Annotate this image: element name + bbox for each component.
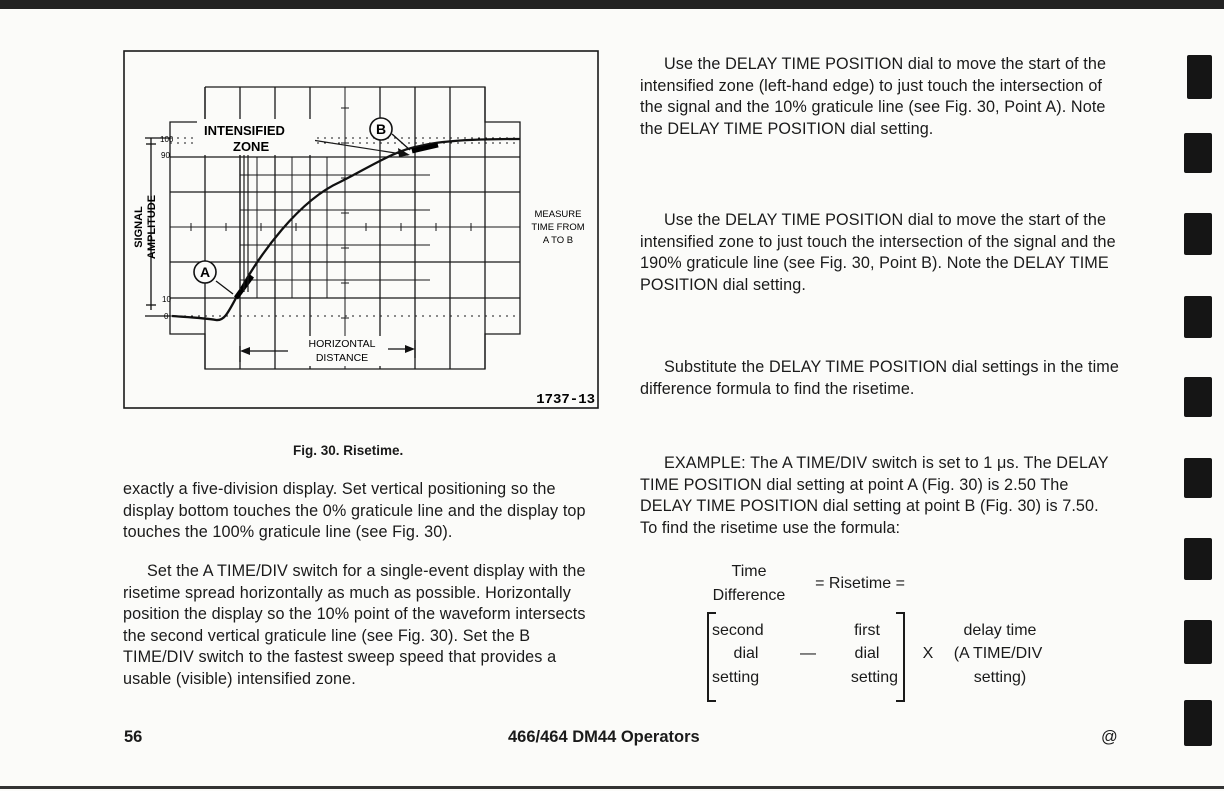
measure-label-1: MEASURE (534, 209, 582, 220)
horizontal-label-1: HORIZONTAL (308, 338, 376, 350)
edge-mark (1184, 700, 1212, 746)
figure-code: 1737-13 (536, 392, 595, 408)
formula-delay-time: delay time (963, 622, 1037, 639)
right-paragraph-3: Substitute the DELAY TIME POSITION dial settings in the time difference formula to find the risetime. (640, 358, 1119, 398)
formula-setting-c: setting) (973, 669, 1027, 686)
left-paragraph-2: Set the A TIME/DIV switch for a single-event display with the risetime spread horizontally as much as possible. Horizontally position the display so the 10% point of the waveform intersects the second vertical graticule line (see Fig. 30). Set the B TIME/DIV switch to the fastest sweep speed that provides a usable (visible) intensified zone. (123, 562, 586, 688)
measure-label-3: A TO B (542, 235, 574, 246)
formula-setting-a: setting (712, 669, 760, 686)
edge-mark (1184, 458, 1212, 498)
waveform-trace (172, 139, 520, 320)
edge-mark (1184, 620, 1212, 664)
tick-10: 10 (162, 295, 171, 304)
manual-title: 466/464 DM44 Operators (508, 728, 700, 746)
tick-100: 100 (160, 135, 174, 144)
edge-mark (1184, 296, 1212, 338)
horizontal-label-2: DISTANCE (315, 352, 369, 364)
formula-dial-a: dial (733, 645, 759, 662)
tick-90: 90 (161, 151, 170, 160)
edge-mark (1184, 538, 1212, 580)
formula-difference: Difference (712, 587, 786, 604)
footer-symbol: @ (1101, 728, 1118, 746)
right-paragraph-4: EXAMPLE: The A TIME/DIV switch is set to 1 μs. The DELAY TIME POSITION dial setting at point A (Fig. 30) is 2.50 The DELAY TIME POSITION dial setting at point B (Fig. 30) is 7.50. To find the risetime use the formula: (640, 454, 1109, 537)
intensified-label: INTENSIFIED (204, 123, 285, 138)
formula-first: first (854, 622, 880, 639)
formula-equals-risetime: = Risetime = (815, 575, 905, 592)
zone-label: ZONE (233, 139, 270, 154)
right-paragraph-1: Use the DELAY TIME POSITION dial to move the start of the intensified zone (left-hand edge) to just touch the intersection of the signal and the 10% graticule line (see Fig. 30, Point A). Note the DELAY TIME POSITION dial setting. (640, 55, 1107, 138)
page-number: 56 (124, 728, 143, 746)
edge-mark (1187, 55, 1212, 99)
edge-mark (1184, 377, 1212, 417)
point-a-label: A (199, 264, 211, 280)
formula-dial-b: dial (854, 645, 880, 662)
axis-amplitude-label: AMPLITUDE (146, 194, 158, 260)
intensified-zone-leaders (240, 140, 408, 292)
left-paragraph-1: exactly a five-division display. Set vertical positioning so the display bottom touches the 0% graticule line and the display top touches the 100% graticule line (see Fig. 30). (123, 480, 586, 541)
right-paragraph-2: Use the DELAY TIME POSITION dial to move the start of the intensified zone to just touch the intersection of the signal and the 190% graticule line (see Fig. 30, Point B). Note the DELAY TIME POSITION dial setting. (640, 211, 1116, 294)
figure-caption: Fig. 30. Risetime. (293, 443, 404, 458)
formula-a-time-div: (A TIME/DIV (953, 645, 1043, 662)
bottom-edge (0, 786, 1224, 789)
tick-0: 0 (164, 312, 169, 321)
formula-minus: — (800, 645, 816, 662)
formula-times: X (922, 645, 934, 662)
axis-signal-label: SIGNAL (133, 206, 145, 248)
formula-time: Time (731, 563, 767, 580)
risetime-figure (0, 0, 620, 420)
formula-setting-b: setting (850, 669, 898, 686)
point-b-label: B (375, 121, 387, 137)
measure-label-2: TIME FROM (531, 222, 585, 233)
edge-mark (1184, 213, 1212, 255)
formula-second: second (712, 622, 764, 639)
edge-mark (1184, 133, 1212, 173)
